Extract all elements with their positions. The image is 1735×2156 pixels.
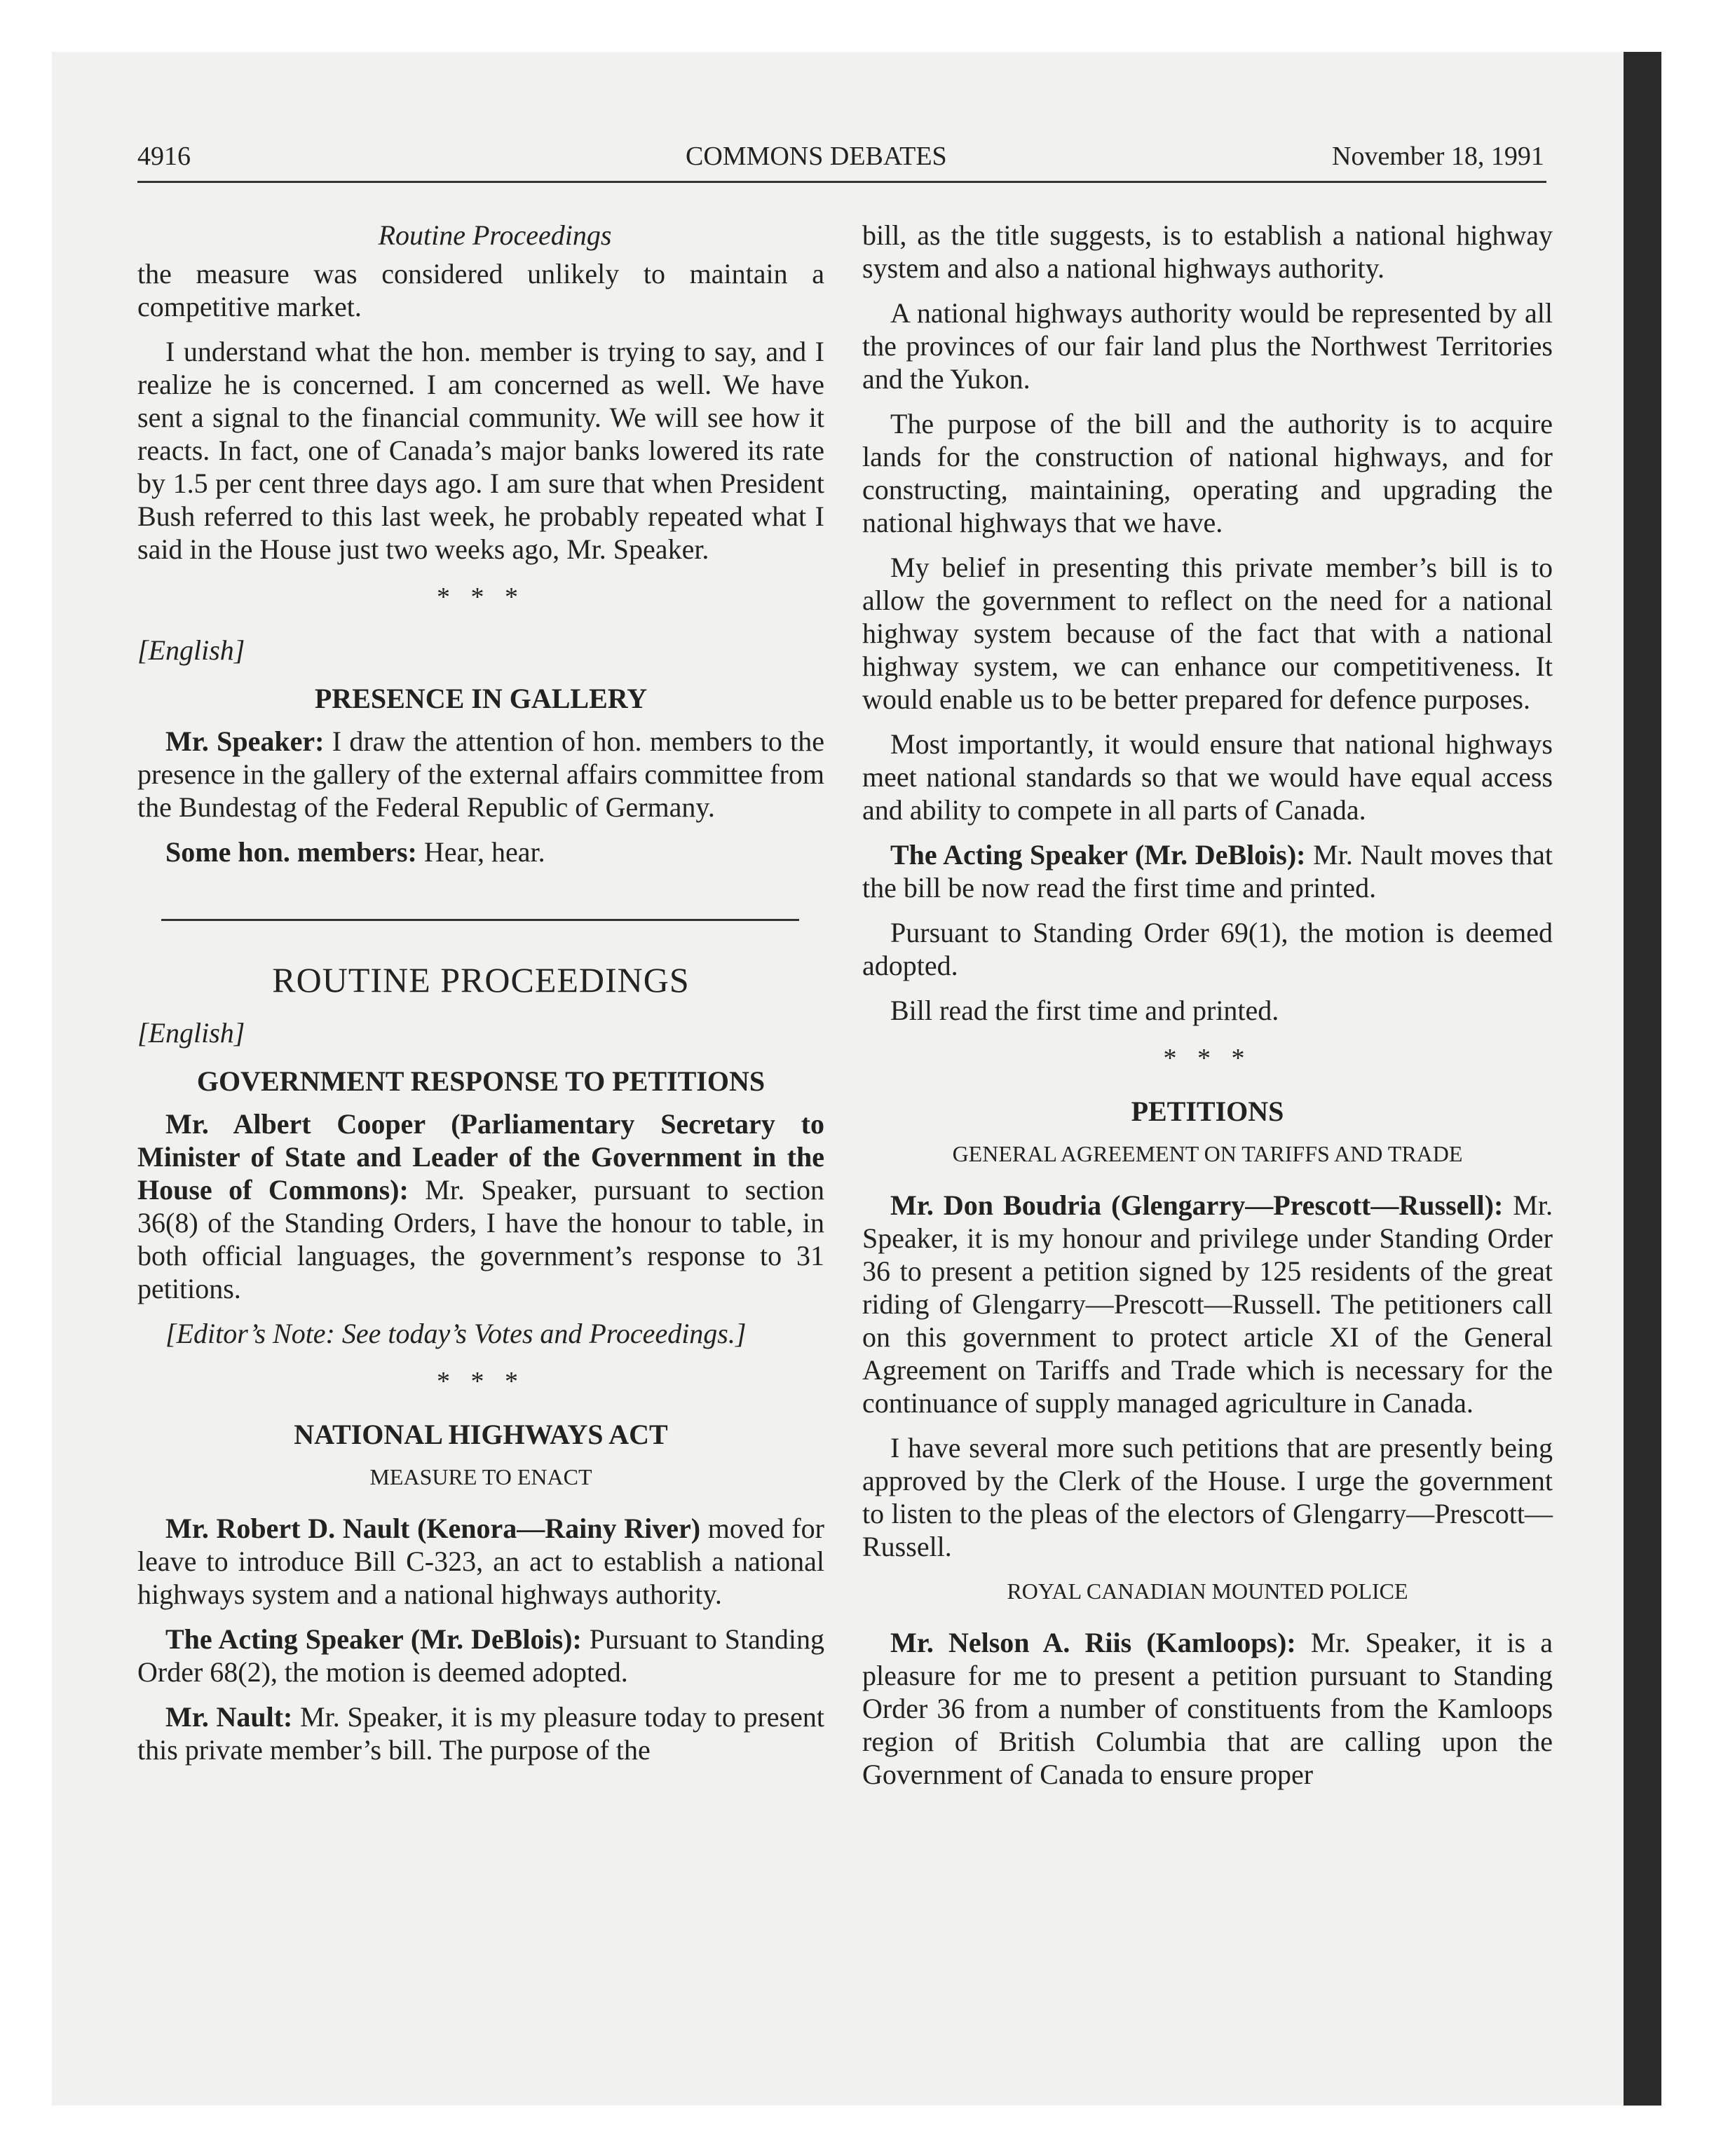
speaker-name: The Acting Speaker (Mr. DeBlois): bbox=[890, 839, 1306, 871]
speech-text: Hear, hear. bbox=[416, 836, 545, 868]
speech-paragraph bbox=[862, 1189, 1553, 1419]
speech-text: Pursuant to Standing Order 68(2), the motion is deemed adopted. bbox=[137, 1623, 824, 1688]
speech-text: moved for leave to introduce Bill C-323, an act to establish a national highways system and a national highways authority. bbox=[137, 1513, 824, 1610]
speaker-name: Mr. Albert Cooper (Parliamentary Secretary to Minister of State and Leader of the Government in the House of Commons): bbox=[137, 1108, 824, 1206]
section-rule bbox=[161, 919, 799, 921]
section-separator: * * * bbox=[437, 1367, 525, 1396]
speaker-name: The Acting Speaker (Mr. DeBlois): bbox=[165, 1623, 582, 1655]
speaker-name: Mr. Robert D. Nault (Kenora—Rainy River) bbox=[165, 1513, 701, 1544]
speaker-name: Some hon. members: bbox=[165, 836, 417, 868]
speech-text: I draw the attention of hon. members to the presence in the gallery of the external affairs committee from the Bundestag of the Federal Republic of Germany. bbox=[137, 725, 824, 823]
page-date: November 18, 1991 bbox=[1332, 142, 1544, 171]
paragraph: Bill read the first time and printed. bbox=[890, 995, 1279, 1026]
heading-national-highways-act: NATIONAL HIGHWAYS ACT bbox=[294, 1419, 668, 1450]
speech-paragraph bbox=[137, 725, 824, 824]
binding-edge bbox=[1624, 52, 1661, 2106]
speech-paragraph bbox=[137, 1107, 824, 1305]
paragraph: I understand what the hon. member is trying to say, and I realize he is concerned. I am concerned as well. We have sent a signal to the financial community. We will see how it reacts. In fact, one of Canada’s major banks lowered its rate by 1.5 per cent three days ago. I am sure that when President Bush referred to this last week, he probably repeated what I said in the House just two weeks ago, Mr. Speaker. bbox=[137, 336, 824, 565]
publication-title: COMMONS DEBATES bbox=[686, 142, 947, 171]
paragraph: My belief in presenting this private member’s bill is to allow the government to reflect on the need for a national highway system because of the fact that with a national highway system, we can enhance our competitiveness. It would enable us to be better prepared for defence purposes. bbox=[862, 552, 1553, 715]
speech-text: Mr. Nault moves that the bill be now read the first time and printed. bbox=[862, 839, 1553, 903]
left-column bbox=[137, 219, 824, 1778]
speech-text: Mr. Speaker, it is my honour and privilege under Standing Order 36 to present a petition signed by 125 residents of the great riding of Glengarry—Prescott—Russell. The petitioners call on this government to protect article XI of the General Agreement on Tariffs and Trade which is necessary for the continuance of supply managed agriculture in Canada. bbox=[862, 1189, 1553, 1419]
speech-text: Mr. Speaker, it is my pleasure today to present this private member’s bill. The purpose of the bbox=[137, 1701, 824, 1766]
running-head: Routine Proceedings bbox=[378, 219, 612, 251]
subheading-gatt: GENERAL AGREEMENT ON TARIFFS AND TRADE bbox=[952, 1141, 1463, 1166]
language-marker: [English] bbox=[137, 634, 245, 666]
speaker-name: Mr. Speaker: bbox=[165, 725, 325, 757]
editor-note: [Editor’s Note: See today’s Votes and Proceedings.] bbox=[165, 1318, 747, 1349]
speech-text: Mr. Speaker, pursuant to section 36(8) of the Standing Orders, I have the honour to table, in both official languages, the government’s response to 31 petitions. bbox=[137, 1174, 825, 1304]
speech-text: Mr. Speaker, it is a pleasure for me to present a petition pursuant to Standing Order 36 from a number of constituents from the Kamloops region of British Columbia that are calling upon the Government of Canada to ensure proper bbox=[862, 1627, 1553, 1790]
speaker-name: Mr. Don Boudria (Glengarry—Prescott—Russell): bbox=[890, 1189, 1504, 1221]
header-rule bbox=[137, 181, 1546, 183]
paragraph: I have several more such petitions that are presently being approved by the Clerk of the House. I urge the government to listen to the pleas of the electors of Glengarry—Prescott—Russell. bbox=[862, 1432, 1553, 1562]
language-marker: [English] bbox=[137, 1017, 245, 1049]
speech-paragraph bbox=[137, 1700, 824, 1766]
section-separator: * * * bbox=[1163, 1044, 1252, 1073]
heading-petitions: PETITIONS bbox=[1131, 1096, 1284, 1127]
speaker-name: Mr. Nelson A. Riis (Kamloops): bbox=[890, 1627, 1296, 1658]
heading-government-response: GOVERNMENT RESPONSE TO PETITIONS bbox=[196, 1065, 766, 1097]
page-number: 4916 bbox=[137, 142, 191, 171]
paragraph: A national highways authority would be represented by all the provinces of our fair land plus the Northwest Territories and the Yukon. bbox=[862, 297, 1553, 395]
paragraph: the measure was considered unlikely to maintain a competitive market. bbox=[137, 258, 824, 322]
right-column bbox=[862, 219, 1553, 1803]
paragraph: Pursuant to Standing Order 69(1), the motion is deemed adopted. bbox=[862, 917, 1553, 981]
section-title: ROUTINE PROCEEDINGS bbox=[272, 960, 690, 999]
speaker-name: Mr. Nault: bbox=[165, 1701, 293, 1733]
speech-paragraph bbox=[862, 1626, 1553, 1791]
speech-paragraph bbox=[137, 1623, 824, 1688]
speech-paragraph bbox=[862, 838, 1553, 904]
speech-paragraph bbox=[137, 1512, 824, 1611]
subheading-rcmp: ROYAL CANADIAN MOUNTED POLICE bbox=[1007, 1578, 1408, 1604]
speech-paragraph bbox=[137, 835, 824, 868]
paragraph: The purpose of the bill and the authority is to acquire lands for the construction of national highways, and for constructing, maintaining, operating and upgrading the national highways that we have. bbox=[862, 408, 1553, 538]
section-separator: * * * bbox=[437, 582, 525, 612]
heading-presence-in-gallery: PRESENCE IN GALLERY bbox=[314, 683, 648, 714]
paragraph: Most importantly, it would ensure that national highways meet national standards so that we would have equal access and ability to compete in all parts of Canada. bbox=[862, 728, 1553, 826]
subheading-measure-to-enact: MEASURE TO ENACT bbox=[369, 1464, 592, 1489]
paragraph: bill, as the title suggests, is to establish a national highway system and also a national highways authority. bbox=[862, 219, 1553, 284]
